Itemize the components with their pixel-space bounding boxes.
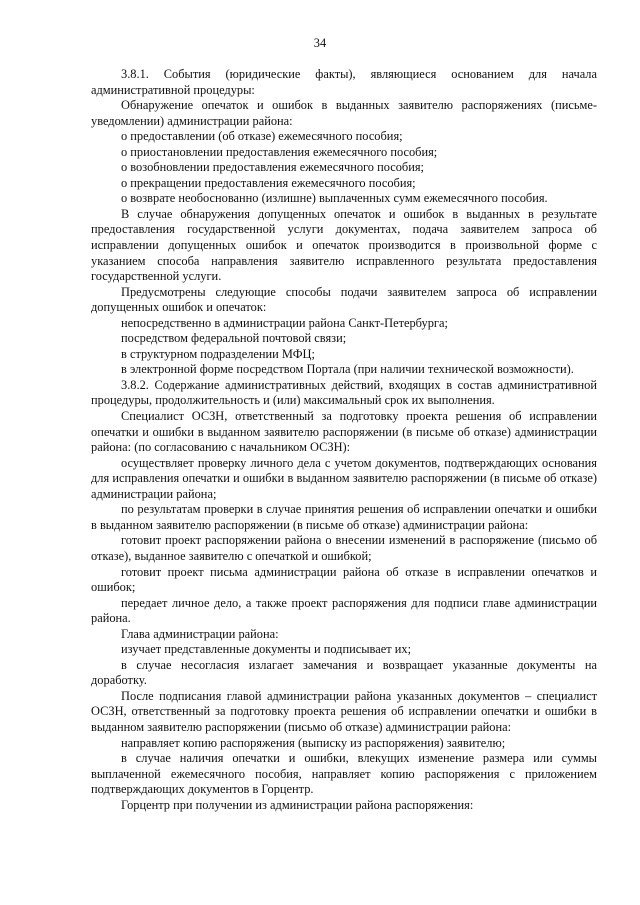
list-item: о приостановлении предоставления ежемесячного пособия; [121, 144, 438, 159]
list-item: по результатам проверки в случае принятия решения об исправлении опечатки и ошибки в выданном заявителю распоряжении (в письме об отказе) администрации района: [91, 502, 597, 532]
list-item: посредством федеральной почтовой связи; [121, 331, 347, 346]
list-item: о возобновлении предоставления ежемесячного пособия; [121, 160, 425, 175]
list-item: в электронной форме посредством Портала (при наличии технической возможности). [121, 362, 574, 377]
list-item: непосредственно в администрации района Санкт-Петербурга; [121, 315, 448, 330]
list-item: в случае наличия опечатки и ошибки, влекущих изменение размера или суммы выплаченной ежемесячного пособия, направляет копию распоряжения с приложением подтверждающих документов в Горцентр. [91, 751, 597, 797]
paragraph-submission-methods: Предусмотрены следующие способы подачи заявителем запроса об исправлении допущенных ошибок и опечаток: [91, 284, 597, 315]
paragraph-specialist: Специалист ОСЗН, ответственный за подготовку проекта решения об исправлении опечатки и ошибки в выданном заявителю распоряжении (в письме об отказе) администрации района: (по согласованию с начальником ОСЗН): [91, 409, 597, 455]
document-body [91, 67, 597, 813]
paragraph-errors-detection: Обнаружение опечаток и ошибок в выданных заявителю распоряжениях (письме-уведомлении) администрации района: [91, 98, 597, 128]
list-item: изучает представленные документы и подписывает их; [121, 642, 412, 657]
paragraph-gorcentr: Горцентр при получении из администрации района распоряжения: [121, 797, 474, 812]
paragraph-3-8-2: 3.8.2. Содержание административных действий, входящих в состав административной процедуры, продолжительность и (или) максимальный срок их выполнения. [91, 377, 597, 408]
list-item: направляет копию распоряжения (выписку из распоряжения) заявителю; [121, 735, 506, 750]
paragraph-3-8-1: 3.8.1. События (юридические факты), являющиеся основанием для начала административной процедуры: [91, 67, 597, 97]
list-item: о возврате необоснованно (излишне) выплаченных сумм ежемесячного пособия. [121, 191, 548, 206]
list-item: готовит проект письма администрации района об отказе в исправлении опечатков и ошибок; [91, 564, 597, 595]
list-item: о предоставлении (об отказе) ежемесячного пособия; [121, 129, 403, 144]
page-number: 34 [313, 36, 327, 50]
list-item: готовит проект распоряжении района о внесении изменений в распоряжение (письмо об отказе), выданное заявителю с опечаткой и ошибкой; [91, 533, 597, 563]
list-item: передает личное дело, а также проект распоряжения для подписи главе администрации района. [91, 595, 597, 626]
paragraph-request-form: В случае обнаружения допущенных опечаток и ошибок в выданных в результате предоставления государственной услуги документах, подача заявителем запроса об исправлении допущенных ошибок и опечаток производится в произвольной форме с указанием способа направления заявителю исправленного результата предоставления государственной услуги. [91, 206, 597, 284]
list-item: о прекращении предоставления ежемесячного пособия; [121, 175, 416, 190]
list-item: осуществляет проверку личного дела с учетом документов, подтверждающих основания для исправления опечатки и ошибки в выданном заявителю распоряжении (в письме об отказе) администрации района; [91, 455, 597, 501]
list-item: в структурном подразделении МФЦ; [121, 346, 315, 361]
list-item: в случае несогласия излагает замечания и возвращает указанные документы на доработку. [91, 657, 597, 688]
paragraph-head-of-administration: Глава администрации района: [121, 626, 279, 641]
paragraph-after-signing: После подписания главой администрации района указанных документов – специалист ОСЗН, ответственный за подготовку проекта решения об исправлении опечатки и ошибки в выданном заявителю распоряжении (письмо об отказе) администрации района: [91, 688, 597, 734]
